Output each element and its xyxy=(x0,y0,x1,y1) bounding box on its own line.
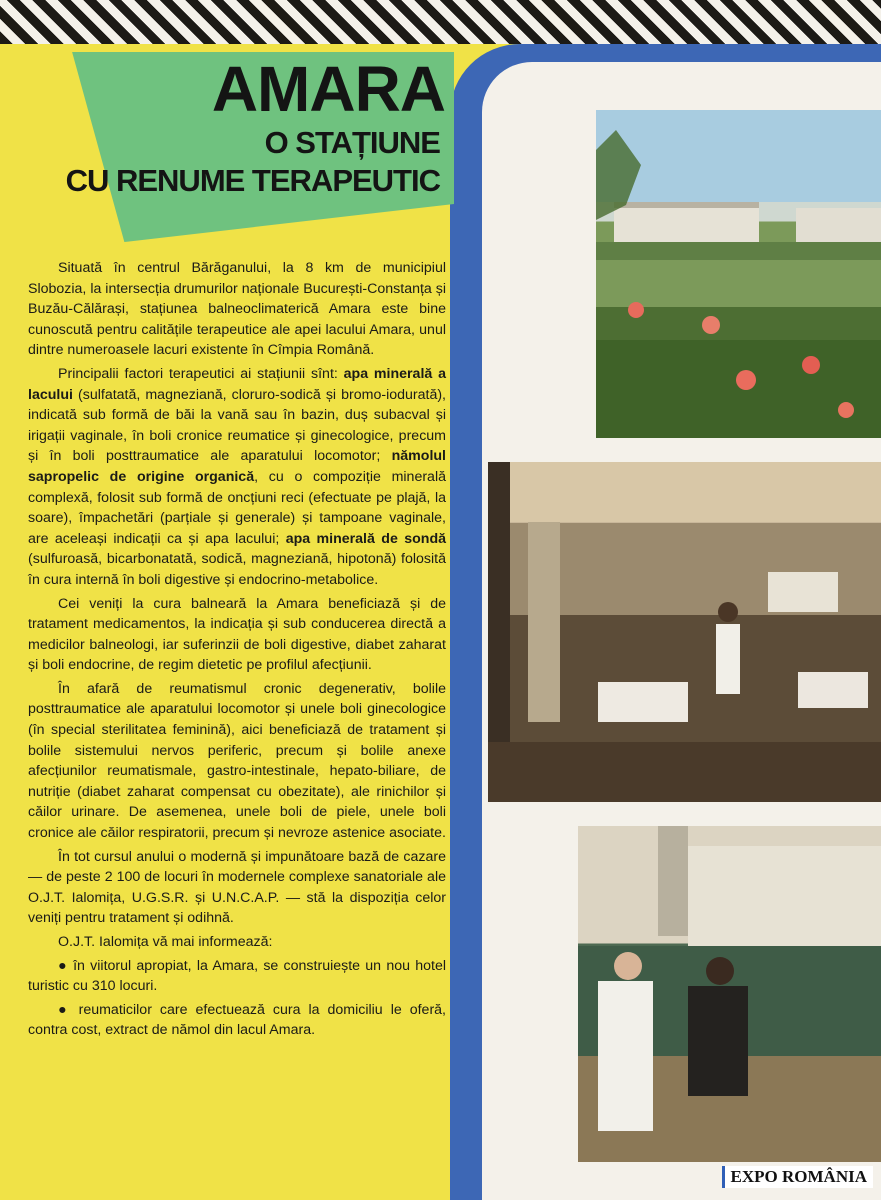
subtitle-line-1: O STAȚIUNE xyxy=(264,125,440,160)
photo-restaurant xyxy=(488,462,881,802)
article-body xyxy=(28,258,446,1044)
highlight-mud: nămolul sapropelic de origine organică xyxy=(28,448,446,485)
zigzag-border xyxy=(0,0,881,44)
paragraph-info: O.J.T. Ialomița vă mai informează: xyxy=(58,934,273,950)
paragraph-diseases: În afară de reumatismul cronic degenerativ, bolile posttraumatice ale aparatului locomotor și unele boli ginecologice (în special sterilitatea feminină), aici beneficiază de tratament și bolile sistemului nervos periferic, precum și bolile anexe afecțiunilor reumatismale, gastro-intestinale, hepato-biliare, de nutriție (diabet zaharat compensat cu obezitate), ale rinichilor și căilor urinare. De asemenea, unele boli de piele, unele boli cronice ale căilor respiratorii, precum și nevroze astenice asociate. xyxy=(28,680,446,842)
brand-label: EXPO ROMÂNIA xyxy=(722,1166,873,1188)
bullet-hotel: ● în viitorul apropiat, la Amara, se construiește un nou hotel turistic cu 310 locuri. xyxy=(28,957,446,995)
subtitle-line-2: CU RENUME TERAPEUTIC xyxy=(65,163,440,198)
paragraph-treatment: Cei veniți la cura balneară la Amara beneficiază și de tratament medicamentos, la indicația și sub conducerea directă a medicilor balneologi, iar suferinzii de boli digestive, diabet zaharat și boli endocrine, de regim dietetic pe profilul afecțiunii. xyxy=(28,595,446,674)
highlight-lake-water: apa minerală a lacului xyxy=(28,365,446,403)
photo-hotels-garden xyxy=(596,110,881,438)
paragraph-intro: Situată în centrul Bărăganului, la 8 km de municipiul Slobozia, la intersecția drumurilor naționale București-Constanța și Buzău-Călărași, stațiunea balneoclimaterică Amara este bine cunoscută pentru calitățile terapeutice ale apei lacului Amara, unul dintre numeroasele lacuri existente în Cîmpia Română. xyxy=(28,260,446,359)
paragraph-therapeutic-factors: Principalii factori terapeutici ai stațiunii sînt: apa minerală a lacului (sulfatată, magneziană, cloruro-sodică și bromo-iodurată), indicată sub formă de băi la vană sau în bazin, duș subacval și irigații vaginale, în boli cronice reumatice și ginecologice, precum și în boli posttraumatice ale aparatului locomotor; nămolul sapropelic de origine organică, cu o compoziție minerală complexă, folosit sub formă de oncțiuni reci (efectuate pe plajă, la soare), împachetări (parțiale și generale) și tampoane vaginale, are aceleași indicații ca și apa lacului; apa minerală de sondă (sulfuroasă, bicarbonatată, sodică, magneziană, hipotonă) folosită în cura internă în boli digestive și endocrino-metabolice. xyxy=(28,365,447,588)
paragraph-accommodation: În tot cursul anului o modernă și impunătoare bază de cazare — de peste 2 100 de locuri în modernele complexe sanatoriale ale O.J.T. Ialomița, U.G.S.R. și U.N.C.A.P. — stă la dispoziția celor veniți pentru tratament și odihnă. xyxy=(28,848,446,927)
photo-mud-treatment xyxy=(578,826,881,1162)
page-title: AMARA xyxy=(211,53,445,125)
highlight-well-water: apa minerală de sondă xyxy=(285,530,447,547)
bullet-mud-extract: ● reumaticilor care efectuează cura la domiciliu le oferă, contra cost, extract de nămol din lacul Amara. xyxy=(28,1001,446,1039)
